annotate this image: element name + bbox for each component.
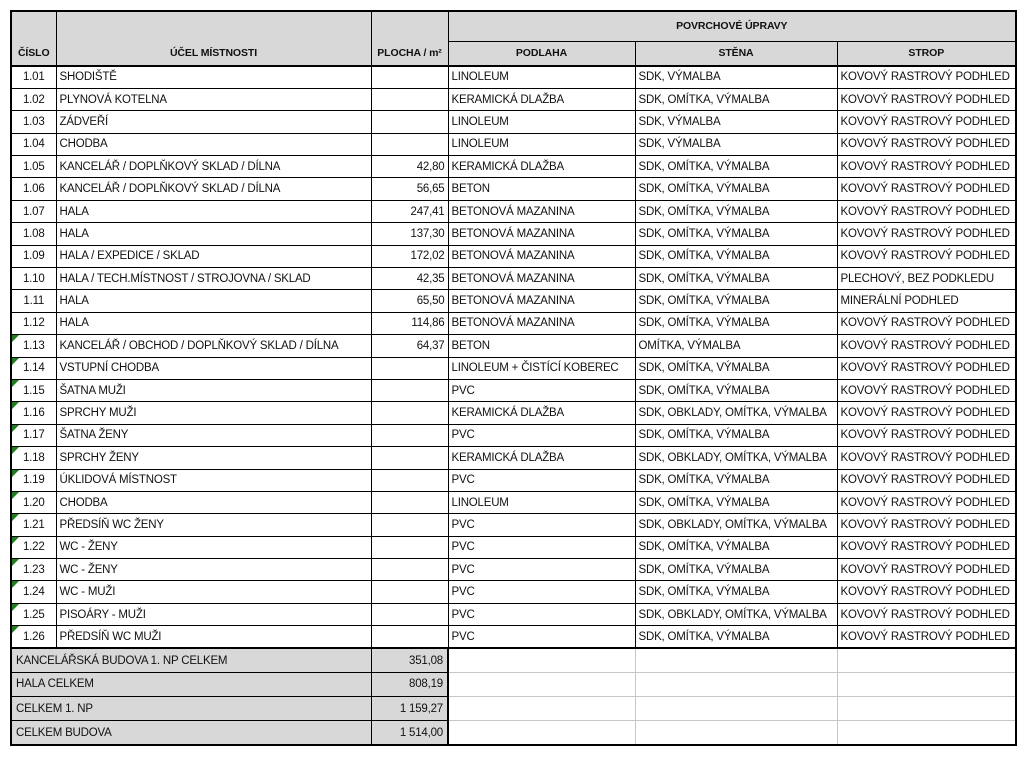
cell-wall: SDK, OMÍTKA, VÝMALBA bbox=[635, 268, 837, 290]
cell-area: 56,65 bbox=[371, 178, 448, 200]
cell-area bbox=[371, 559, 448, 581]
column-group-header-surface-finishes: POVRCHOVÉ ÚPRAVY bbox=[448, 11, 1016, 41]
table-row bbox=[11, 111, 1016, 133]
total-row bbox=[11, 721, 1016, 745]
cell-wall: SDK, OMÍTKA, VÝMALBA bbox=[635, 581, 837, 603]
cell-area bbox=[371, 66, 448, 88]
cell-ceiling: KOVOVÝ RASTROVÝ PODHLED bbox=[837, 133, 1016, 155]
cell-room-purpose: ÚKLIDOVÁ MÍSTNOST bbox=[56, 469, 371, 491]
cell-wall: SDK, OBKLADY, OMÍTKA, VÝMALBA bbox=[635, 514, 837, 536]
cell-wall: SDK, OMÍTKA, VÝMALBA bbox=[635, 245, 837, 267]
cell-area bbox=[371, 581, 448, 603]
cell-area: 64,37 bbox=[371, 335, 448, 357]
column-header-room-number: ČÍSLO bbox=[11, 11, 56, 66]
cell-area bbox=[371, 603, 448, 625]
total-empty-ceiling bbox=[837, 697, 1016, 721]
table-row bbox=[11, 223, 1016, 245]
cell-floor: PVC bbox=[448, 603, 635, 625]
total-empty-floor bbox=[448, 672, 635, 696]
cell-wall: SDK, OMÍTKA, VÝMALBA bbox=[635, 290, 837, 312]
cell-room-purpose: KANCELÁŘ / OBCHOD / DOPLŇKOVÝ SKLAD / DÍLNA bbox=[56, 335, 371, 357]
cell-ceiling: KOVOVÝ RASTROVÝ PODHLED bbox=[837, 491, 1016, 513]
cell-area bbox=[371, 88, 448, 110]
cell-ceiling: KOVOVÝ RASTROVÝ PODHLED bbox=[837, 200, 1016, 222]
cell-ceiling: KOVOVÝ RASTROVÝ PODHLED bbox=[837, 357, 1016, 379]
cell-area: 172,02 bbox=[371, 245, 448, 267]
cell-room-number bbox=[11, 335, 56, 357]
cell-area: 137,30 bbox=[371, 223, 448, 245]
cell-area bbox=[371, 357, 448, 379]
cell-wall: SDK, OBKLADY, OMÍTKA, VÝMALBA bbox=[635, 603, 837, 625]
cell-area bbox=[371, 469, 448, 491]
cell-wall: SDK, OMÍTKA, VÝMALBA bbox=[635, 559, 837, 581]
comment-marker-icon bbox=[12, 626, 19, 633]
comment-marker-icon bbox=[12, 559, 19, 566]
column-header-ceiling: STROP bbox=[837, 41, 1016, 66]
cell-area bbox=[371, 491, 448, 513]
room-number-text: 1.05 bbox=[22, 160, 45, 173]
table-row bbox=[11, 514, 1016, 536]
cell-wall: SDK, OMÍTKA, VÝMALBA bbox=[635, 312, 837, 334]
total-empty-wall bbox=[635, 672, 837, 696]
cell-ceiling: KOVOVÝ RASTROVÝ PODHLED bbox=[837, 335, 1016, 357]
table-row bbox=[11, 424, 1016, 446]
cell-room-number bbox=[11, 626, 56, 648]
cell-wall: SDK, OMÍTKA, VÝMALBA bbox=[635, 178, 837, 200]
room-number-text: 1.19 bbox=[22, 474, 45, 487]
total-empty-wall bbox=[635, 697, 837, 721]
cell-ceiling: KOVOVÝ RASTROVÝ PODHLED bbox=[837, 536, 1016, 558]
comment-marker-icon bbox=[12, 581, 19, 588]
room-number-text: 1.21 bbox=[22, 519, 45, 531]
cell-floor: PVC bbox=[448, 626, 635, 648]
total-empty-ceiling bbox=[837, 648, 1016, 672]
room-number-text: 1.18 bbox=[22, 451, 45, 464]
total-label: CELKEM 1. NP bbox=[11, 697, 371, 721]
comment-marker-icon bbox=[12, 492, 19, 499]
cell-floor: KERAMICKÁ DLAŽBA bbox=[448, 88, 635, 110]
room-number-text: 1.16 bbox=[22, 407, 45, 420]
cell-room-purpose: ZÁDVEŘÍ bbox=[56, 111, 371, 133]
room-number-text: 1.13 bbox=[22, 339, 45, 352]
cell-area bbox=[371, 379, 448, 401]
total-label: CELKEM BUDOVA bbox=[11, 721, 371, 745]
cell-floor: BETONOVÁ MAZANINA bbox=[448, 223, 635, 245]
cell-room-number bbox=[11, 66, 56, 88]
table-row bbox=[11, 379, 1016, 401]
table-totals bbox=[11, 648, 1016, 745]
cell-floor: LINOLEUM bbox=[448, 491, 635, 513]
cell-room-number bbox=[11, 200, 56, 222]
cell-floor: BETONOVÁ MAZANINA bbox=[448, 290, 635, 312]
cell-room-number bbox=[11, 111, 56, 133]
cell-wall: SDK, OMÍTKA, VÝMALBA bbox=[635, 357, 837, 379]
cell-ceiling: KOVOVÝ RASTROVÝ PODHLED bbox=[837, 223, 1016, 245]
cell-wall: SDK, OMÍTKA, VÝMALBA bbox=[635, 200, 837, 222]
cell-room-number bbox=[11, 402, 56, 424]
comment-marker-icon bbox=[12, 447, 19, 454]
table-row bbox=[11, 178, 1016, 200]
table-row bbox=[11, 268, 1016, 290]
cell-room-number bbox=[11, 88, 56, 110]
total-empty-wall bbox=[635, 648, 837, 672]
room-number-text: 1.17 bbox=[22, 429, 45, 442]
table-row bbox=[11, 603, 1016, 625]
total-empty-ceiling bbox=[837, 721, 1016, 745]
cell-area: 42,35 bbox=[371, 268, 448, 290]
total-empty-floor bbox=[448, 721, 635, 745]
cell-room-purpose: SPRCHY ŽENY bbox=[56, 447, 371, 469]
table-header bbox=[11, 11, 1016, 66]
room-number-text: 1.20 bbox=[22, 496, 45, 509]
cell-wall: SDK, OMÍTKA, VÝMALBA bbox=[635, 223, 837, 245]
cell-ceiling: KOVOVÝ RASTROVÝ PODHLED bbox=[837, 156, 1016, 178]
total-label: KANCELÁŘSKÁ BUDOVA 1. NP CELKEM bbox=[11, 648, 371, 672]
cell-floor: PVC bbox=[448, 379, 635, 401]
cell-wall: SDK, OMÍTKA, VÝMALBA bbox=[635, 626, 837, 648]
cell-room-number bbox=[11, 379, 56, 401]
cell-wall: SDK, OMÍTKA, VÝMALBA bbox=[635, 469, 837, 491]
cell-room-number bbox=[11, 223, 56, 245]
table-row bbox=[11, 335, 1016, 357]
cell-ceiling: KOVOVÝ RASTROVÝ PODHLED bbox=[837, 447, 1016, 469]
cell-wall: SDK, OMÍTKA, VÝMALBA bbox=[635, 536, 837, 558]
cell-floor: PVC bbox=[448, 536, 635, 558]
room-number-text: 1.25 bbox=[22, 608, 45, 621]
cell-wall: SDK, OMÍTKA, VÝMALBA bbox=[635, 424, 837, 446]
cell-room-purpose: ŠATNA MUŽI bbox=[56, 379, 371, 401]
cell-room-purpose: HALA / EXPEDICE / SKLAD bbox=[56, 245, 371, 267]
cell-ceiling: KOVOVÝ RASTROVÝ PODHLED bbox=[837, 178, 1016, 200]
cell-ceiling: KOVOVÝ RASTROVÝ PODHLED bbox=[837, 581, 1016, 603]
cell-room-number bbox=[11, 603, 56, 625]
table-row bbox=[11, 133, 1016, 155]
column-header-room-purpose: ÚČEL MÍSTNOSTI bbox=[56, 11, 371, 66]
comment-marker-icon bbox=[12, 335, 19, 342]
cell-ceiling: KOVOVÝ RASTROVÝ PODHLED bbox=[837, 424, 1016, 446]
cell-room-purpose: PŘEDSÍŇ WC MUŽI bbox=[56, 626, 371, 648]
cell-room-purpose: HALA bbox=[56, 290, 371, 312]
cell-room-purpose: HALA bbox=[56, 223, 371, 245]
room-schedule-table bbox=[10, 10, 1017, 746]
column-header-area: PLOCHA / m² bbox=[371, 11, 448, 66]
cell-area bbox=[371, 626, 448, 648]
cell-room-purpose: ŠATNA ŽENY bbox=[56, 424, 371, 446]
cell-floor: PVC bbox=[448, 514, 635, 536]
cell-floor: KERAMICKÁ DLAŽBA bbox=[448, 402, 635, 424]
cell-wall: SDK, VÝMALBA bbox=[635, 133, 837, 155]
cell-room-purpose: PŘEDSÍŇ WC ŽENY bbox=[56, 514, 371, 536]
cell-ceiling: KOVOVÝ RASTROVÝ PODHLED bbox=[837, 88, 1016, 110]
cell-room-purpose: CHODBA bbox=[56, 133, 371, 155]
cell-wall: SDK, OMÍTKA, VÝMALBA bbox=[635, 88, 837, 110]
cell-floor: BETON bbox=[448, 178, 635, 200]
cell-floor: LINOLEUM bbox=[448, 66, 635, 88]
cell-ceiling: KOVOVÝ RASTROVÝ PODHLED bbox=[837, 379, 1016, 401]
cell-floor: LINOLEUM + ČISTÍCÍ KOBEREC bbox=[448, 357, 635, 379]
cell-room-number bbox=[11, 156, 56, 178]
table-row bbox=[11, 200, 1016, 222]
cell-ceiling: KOVOVÝ RASTROVÝ PODHLED bbox=[837, 469, 1016, 491]
cell-room-purpose: HALA bbox=[56, 312, 371, 334]
cell-ceiling: KOVOVÝ RASTROVÝ PODHLED bbox=[837, 111, 1016, 133]
cell-wall: SDK, OBKLADY, OMÍTKA, VÝMALBA bbox=[635, 402, 837, 424]
room-number-text: 1.11 bbox=[23, 295, 45, 308]
cell-floor: KERAMICKÁ DLAŽBA bbox=[448, 156, 635, 178]
cell-ceiling: KOVOVÝ RASTROVÝ PODHLED bbox=[837, 603, 1016, 625]
room-number-text: 1.23 bbox=[22, 563, 45, 576]
cell-wall: OMÍTKA, VÝMALBA bbox=[635, 335, 837, 357]
table-row bbox=[11, 559, 1016, 581]
room-number-text: 1.22 bbox=[22, 541, 45, 554]
table-row bbox=[11, 491, 1016, 513]
comment-marker-icon bbox=[12, 425, 19, 432]
cell-room-number bbox=[11, 357, 56, 379]
cell-ceiling: PLECHOVÝ, BEZ PODKLEDU bbox=[837, 268, 1016, 290]
cell-wall: SDK, OBKLADY, OMÍTKA, VÝMALBA bbox=[635, 447, 837, 469]
cell-room-purpose: HALA / TECH.MÍSTNOST / STROJOVNA / SKLAD bbox=[56, 268, 371, 290]
cell-area bbox=[371, 447, 448, 469]
cell-area bbox=[371, 111, 448, 133]
column-header-wall: STĚNA bbox=[635, 41, 837, 66]
room-number-text: 1.01 bbox=[22, 71, 45, 84]
total-row bbox=[11, 672, 1016, 696]
room-number-text: 1.02 bbox=[22, 93, 45, 106]
table-row bbox=[11, 245, 1016, 267]
cell-room-purpose: VSTUPNÍ CHODBA bbox=[56, 357, 371, 379]
cell-room-purpose: WC - MUŽI bbox=[56, 581, 371, 603]
comment-marker-icon bbox=[12, 380, 19, 387]
table-row bbox=[11, 581, 1016, 603]
cell-wall: SDK, VÝMALBA bbox=[635, 66, 837, 88]
cell-area bbox=[371, 536, 448, 558]
table-row bbox=[11, 357, 1016, 379]
cell-floor: BETONOVÁ MAZANINA bbox=[448, 312, 635, 334]
cell-wall: SDK, VÝMALBA bbox=[635, 111, 837, 133]
comment-marker-icon bbox=[12, 358, 19, 365]
cell-ceiling: KOVOVÝ RASTROVÝ PODHLED bbox=[837, 402, 1016, 424]
cell-room-purpose: SHODIŠTĚ bbox=[56, 66, 371, 88]
cell-room-number bbox=[11, 133, 56, 155]
cell-floor: PVC bbox=[448, 559, 635, 581]
cell-wall: SDK, OMÍTKA, VÝMALBA bbox=[635, 379, 837, 401]
total-empty-floor bbox=[448, 648, 635, 672]
table-row bbox=[11, 447, 1016, 469]
cell-ceiling: MINERÁLNÍ PODHLED bbox=[837, 290, 1016, 312]
room-number-text: 1.14 bbox=[22, 362, 45, 375]
room-number-text: 1.07 bbox=[22, 205, 45, 218]
room-number-text: 1.15 bbox=[22, 384, 45, 397]
cell-ceiling: KOVOVÝ RASTROVÝ PODHLED bbox=[837, 559, 1016, 581]
total-empty-ceiling bbox=[837, 672, 1016, 696]
comment-marker-icon bbox=[12, 604, 19, 611]
column-header-floor: PODLAHA bbox=[448, 41, 635, 66]
cell-area bbox=[371, 133, 448, 155]
cell-wall: SDK, OMÍTKA, VÝMALBA bbox=[635, 491, 837, 513]
cell-floor: BETONOVÁ MAZANINA bbox=[448, 200, 635, 222]
cell-room-number bbox=[11, 424, 56, 446]
table-row bbox=[11, 536, 1016, 558]
cell-room-number bbox=[11, 559, 56, 581]
table-row bbox=[11, 88, 1016, 110]
cell-room-number bbox=[11, 268, 56, 290]
cell-room-purpose: SPRCHY MUŽI bbox=[56, 402, 371, 424]
cell-area: 42,80 bbox=[371, 156, 448, 178]
cell-room-number bbox=[11, 581, 56, 603]
total-area: 351,08 bbox=[371, 648, 448, 672]
cell-area: 247,41 bbox=[371, 200, 448, 222]
cell-room-number bbox=[11, 178, 56, 200]
room-number-text: 1.26 bbox=[22, 630, 45, 643]
cell-ceiling: KOVOVÝ RASTROVÝ PODHLED bbox=[837, 245, 1016, 267]
table-row bbox=[11, 402, 1016, 424]
total-empty-floor bbox=[448, 697, 635, 721]
cell-wall: SDK, OMÍTKA, VÝMALBA bbox=[635, 156, 837, 178]
room-number-text: 1.10 bbox=[22, 272, 45, 285]
cell-room-purpose: PLYNOVÁ KOTELNA bbox=[56, 88, 371, 110]
room-number-text: 1.04 bbox=[22, 138, 45, 151]
cell-area: 114,86 bbox=[371, 312, 448, 334]
room-number-text: 1.06 bbox=[22, 183, 45, 196]
table-row bbox=[11, 469, 1016, 491]
cell-ceiling: KOVOVÝ RASTROVÝ PODHLED bbox=[837, 626, 1016, 648]
cell-ceiling: KOVOVÝ RASTROVÝ PODHLED bbox=[837, 312, 1016, 334]
cell-room-purpose: KANCELÁŘ / DOPLŇKOVÝ SKLAD / DÍLNA bbox=[56, 178, 371, 200]
cell-floor: BETONOVÁ MAZANINA bbox=[448, 268, 635, 290]
cell-room-purpose: WC - ŽENY bbox=[56, 536, 371, 558]
room-number-text: 1.03 bbox=[22, 115, 45, 128]
table-row bbox=[11, 156, 1016, 178]
cell-room-number bbox=[11, 245, 56, 267]
total-row bbox=[11, 697, 1016, 721]
room-number-text: 1.12 bbox=[22, 317, 45, 330]
cell-room-number bbox=[11, 514, 56, 536]
cell-floor: PVC bbox=[448, 581, 635, 603]
cell-ceiling: KOVOVÝ RASTROVÝ PODHLED bbox=[837, 66, 1016, 88]
total-label: HALA CELKEM bbox=[11, 672, 371, 696]
cell-area bbox=[371, 424, 448, 446]
total-area: 808,19 bbox=[371, 672, 448, 696]
cell-room-purpose: HALA bbox=[56, 200, 371, 222]
cell-floor: BETONOVÁ MAZANINA bbox=[448, 245, 635, 267]
table-body bbox=[11, 66, 1016, 648]
room-number-text: 1.08 bbox=[22, 227, 45, 240]
comment-marker-icon bbox=[12, 537, 19, 544]
cell-area: 65,50 bbox=[371, 290, 448, 312]
table-row bbox=[11, 626, 1016, 648]
cell-ceiling: KOVOVÝ RASTROVÝ PODHLED bbox=[837, 514, 1016, 536]
cell-area bbox=[371, 514, 448, 536]
cell-floor: KERAMICKÁ DLAŽBA bbox=[448, 447, 635, 469]
cell-room-purpose: CHODBA bbox=[56, 491, 371, 513]
comment-marker-icon bbox=[12, 514, 19, 521]
cell-room-purpose: PISOÁRY - MUŽI bbox=[56, 603, 371, 625]
total-row bbox=[11, 648, 1016, 672]
cell-room-number bbox=[11, 491, 56, 513]
room-schedule-sheet bbox=[10, 10, 1017, 746]
table-row bbox=[11, 312, 1016, 334]
cell-room-number bbox=[11, 290, 56, 312]
cell-floor: LINOLEUM bbox=[448, 111, 635, 133]
comment-marker-icon bbox=[12, 470, 19, 477]
cell-room-number bbox=[11, 447, 56, 469]
total-area: 1 514,00 bbox=[371, 721, 448, 745]
cell-room-number bbox=[11, 536, 56, 558]
cell-room-purpose: WC - ŽENY bbox=[56, 559, 371, 581]
cell-area bbox=[371, 402, 448, 424]
cell-room-number bbox=[11, 312, 56, 334]
cell-floor: PVC bbox=[448, 424, 635, 446]
total-empty-wall bbox=[635, 721, 837, 745]
cell-floor: PVC bbox=[448, 469, 635, 491]
cell-room-number bbox=[11, 469, 56, 491]
comment-marker-icon bbox=[12, 402, 19, 409]
cell-floor: LINOLEUM bbox=[448, 133, 635, 155]
total-area: 1 159,27 bbox=[371, 697, 448, 721]
cell-floor: BETON bbox=[448, 335, 635, 357]
room-number-text: 1.09 bbox=[22, 250, 45, 263]
cell-room-purpose: KANCELÁŘ / DOPLŇKOVÝ SKLAD / DÍLNA bbox=[56, 156, 371, 178]
table-row bbox=[11, 290, 1016, 312]
table-row bbox=[11, 66, 1016, 88]
room-number-text: 1.24 bbox=[22, 586, 45, 599]
